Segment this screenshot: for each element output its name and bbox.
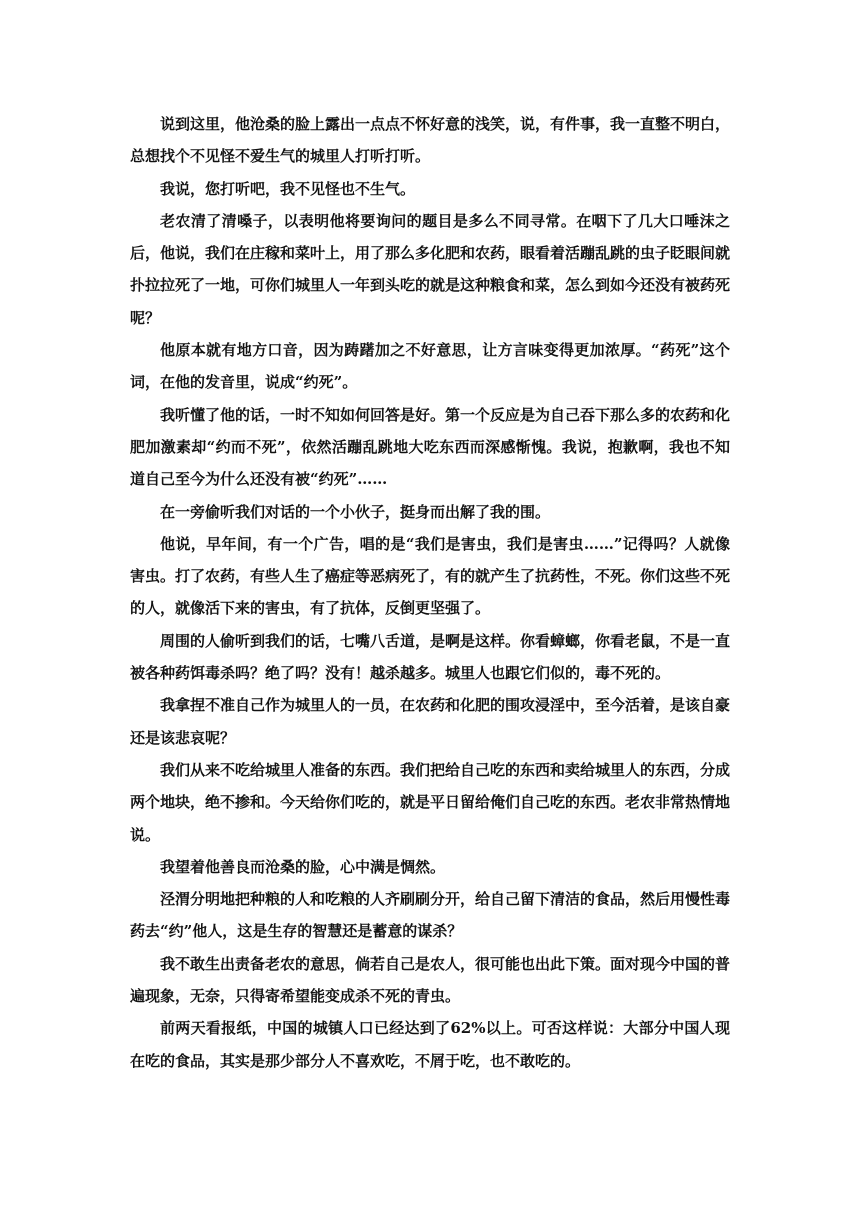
paragraph: 他说，早年间，有一个广告，唱的是“我们是害虫，我们是害虫……”记得吗？人就像害虫。打了农药，有些人生了癌症等恶病死了，有的就产生了抗药性，不死。你们这些不死的人，就像活下来的害虫，有了抗体，反倒更坚强了。	[130, 534, 731, 618]
paragraph: 我听懂了他的话，一时不知如何回答是好。第一个反应是为自己吞下那么多的农药和化肥加激素却“约而不死”，依然活蹦乱跳地大吃东西而深感惭愧。我说，抱歉啊，我也不知道自己至今为什么还没有被“约死”……	[130, 405, 731, 489]
paragraph: 我说，您打听吧，我不见怪也不生气。	[160, 179, 416, 198]
paragraph: 老农清了清嗓子，以表明他将要询问的题目是多么不同寻常。在咽下了几大口唾沫之后，他说，我们在庄稼和菜叶上，用了那么多化肥和农药，眼看着活蹦乱跳的虫子眨眼间就扑拉拉死了一地，可你们城里人一年到头吃的就是这种粮食和菜，怎么到如今还没有被药死呢？	[130, 211, 731, 327]
paragraph: 我拿捏不准自己作为城里人的一员，在农药和化肥的围攻浸淫中，至今活着，是该自豪还是该悲哀呢？	[130, 696, 731, 747]
paragraph: 在一旁偷听我们对话的一个小伙子，挺身而出解了我的围。	[160, 502, 551, 521]
paragraph: 前两天看报纸，中国的城镇人口已经达到了62%以上。可否这样说：大部分中国人现在吃的食品，其实是那少部分人不喜欢吃，不屑于吃，也不敢吃的。	[130, 1019, 730, 1070]
paragraph: 他原本就有地方口音，因为踌躇加之不好意思，让方言味变得更加浓厚。“药死”这个词，在他的发音里，说成“约死”。	[130, 341, 730, 392]
document-body	[130, 108, 730, 1077]
paragraph: 我不敢生出责备老农的意思，倘若自己是农人，很可能也出此下策。面对现今中国的普遍现象，无奈，只得寄希望能变成杀不死的青虫。	[130, 954, 731, 1006]
paragraph: 说到这里，他沧桑的脸上露出一点点不怀好意的浅笑，说，有件事，我一直整不明白，总想找个不见怪不爱生气的城里人打听打听。	[130, 115, 731, 166]
paragraph: 我们从来不吃给城里人准备的东西。我们把给自己吃的东西和卖给城里人的东西，分成两个地块，绝不掺和。今天给你们吃的，就是平日留给俺们自己吃的东西。老农非常热情地说。	[130, 760, 731, 844]
paragraph: 周围的人偷听到我们的话，七嘴八舌道，是啊是这样。你看蟑螂，你看老鼠，不是一直被各种药饵毒杀吗？绝了吗？没有！越杀越多。城里人也跟它们似的，毒不死的。	[130, 631, 731, 683]
paragraph: 我望着他善良而沧桑的脸，心中满是惆然。	[160, 857, 446, 876]
paragraph: 泾渭分明地把种粮的人和吃粮的人齐刷刷分开，给自己留下清洁的食品，然后用慢性毒药去“约”他人，这是生存的智慧还是蓄意的谋杀？	[130, 890, 731, 941]
